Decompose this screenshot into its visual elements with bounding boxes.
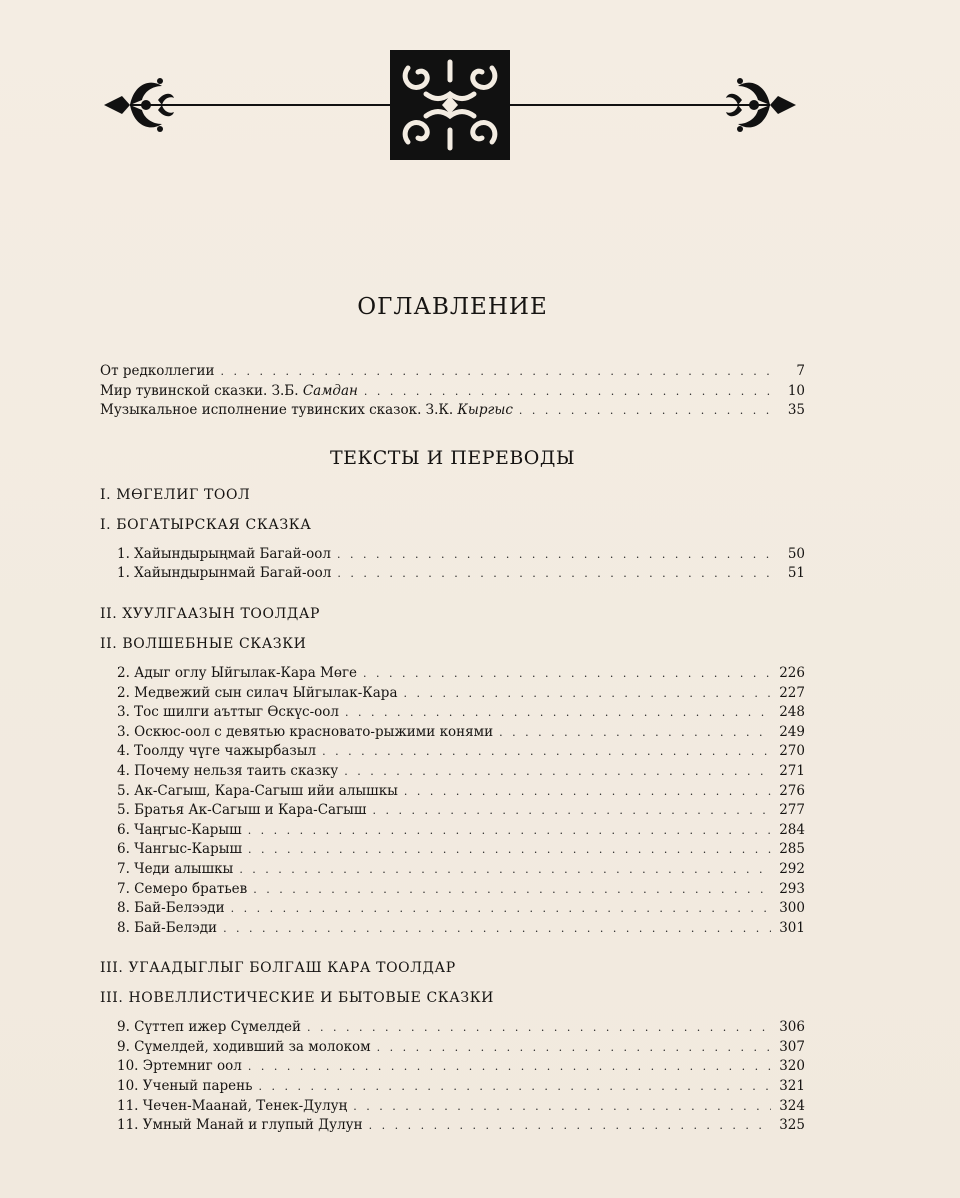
- toc-entry: [100, 401, 805, 421]
- dot-leader: [372, 801, 771, 821]
- entry-label: 6. Чаңгыс-Карыш: [117, 821, 242, 838]
- entry-label: От редколлегии: [100, 363, 215, 379]
- toc-entry: [100, 382, 805, 402]
- entry-page-number: 270: [779, 743, 805, 760]
- entry-label: 1. Хайындырынмай Багай-оол: [117, 565, 332, 582]
- toc-entry: [117, 1057, 805, 1077]
- entry-page-number: 285: [779, 841, 805, 858]
- entry-page-number: 249: [779, 723, 805, 740]
- dot-leader: [364, 382, 771, 402]
- section-heading-tuvan: III. УГААДЫГЛЫГ БОЛГАШ КАРА ТООЛДАР: [100, 960, 456, 977]
- entry-page-number: 307: [779, 1038, 805, 1055]
- toc-entry: [117, 840, 805, 860]
- toc-entry: [117, 899, 805, 919]
- toc-entry: [117, 545, 805, 565]
- dot-leader: [337, 564, 771, 584]
- toc-entry: [117, 1116, 805, 1136]
- entry-page-number: 271: [779, 762, 805, 779]
- section-heading-tuvan: I. МӨГЕЛИГ ТООЛ: [100, 486, 251, 503]
- section-heading-russian: II. ВОЛШЕБНЫЕ СКАЗКИ: [100, 635, 307, 652]
- entry-label: 4. Тоолду чүге чажырбазыл: [117, 743, 317, 760]
- dot-leader: [404, 684, 772, 704]
- entry-label: 10. Эртемниг оол: [117, 1058, 242, 1075]
- toc-entry: [117, 684, 805, 704]
- entry-label: 10. Ученый парень: [117, 1078, 253, 1095]
- entry-label: 6. Чангыс-Карыш: [117, 841, 243, 858]
- entry-label: 11. Чечен-Маанай, Тенек-Дулуң: [117, 1097, 348, 1114]
- toc-entry: [117, 782, 805, 802]
- dot-leader: [223, 919, 771, 939]
- toc-entry: [117, 860, 805, 880]
- entry-label: 9. Сүмелдей, ходивший за молоком: [117, 1038, 371, 1055]
- entry-page-number: 7: [796, 363, 805, 379]
- toc-entry: [117, 1097, 805, 1117]
- entry-label: 3. Оскюс-оол с девятью красновато-рыжими конями: [117, 723, 494, 740]
- dot-leader: [404, 782, 771, 802]
- toc-entry: [117, 564, 805, 584]
- toc-entry: [117, 762, 805, 782]
- entry-label: 8. Бай-Белээди: [117, 900, 225, 917]
- dot-leader: [377, 1038, 771, 1058]
- dot-leader: [322, 742, 771, 762]
- entry-page-number: 320: [779, 1058, 805, 1075]
- dot-leader: [253, 880, 771, 900]
- entry-page-number: 292: [779, 860, 805, 877]
- entry-label: 2. Адыг оглу Ыйгылак-Кара Мөге: [117, 664, 358, 681]
- dot-leader: [221, 362, 771, 382]
- dot-leader: [239, 860, 771, 880]
- entry-page-number: 248: [779, 704, 805, 721]
- entry-page-number: 301: [779, 919, 805, 936]
- toc-entry: [117, 1038, 805, 1058]
- entry-page-number: 50: [787, 545, 805, 562]
- table-of-contents: [100, 290, 805, 1136]
- entry-page-number: 300: [779, 900, 805, 917]
- dot-leader: [248, 821, 771, 841]
- entry-page-number: 306: [779, 1019, 805, 1036]
- toc-entry: [117, 801, 805, 821]
- toc-entry: [117, 742, 805, 762]
- toc-entry: [117, 723, 805, 743]
- entry-page-number: 227: [779, 684, 805, 701]
- front-matter-list: [100, 362, 805, 421]
- entry-label: 3. Тос шилги аъттыг Өскүс-оол: [117, 704, 339, 721]
- dot-leader: [353, 1097, 771, 1117]
- toc-entry: [117, 703, 805, 723]
- entry-page-number: 10: [787, 382, 805, 399]
- dot-leader: [345, 703, 771, 723]
- page-title: ОГЛАВЛЕНИЕ: [357, 294, 548, 320]
- dot-leader: [499, 723, 771, 743]
- section-entries: [117, 1018, 805, 1136]
- dot-leader: [231, 899, 771, 919]
- section-heading-russian: III. НОВЕЛЛИСТИЧЕСКИЕ И БЫТОВЫЕ СКАЗКИ: [100, 990, 494, 1007]
- entry-page-number: 51: [787, 565, 805, 582]
- entry-label: 4. Почему нельзя таить сказку: [117, 762, 339, 779]
- entry-label: 1. Хайындырыңмай Багай-оол: [117, 545, 331, 562]
- entry-label: 7. Чеди алышкы: [117, 860, 234, 877]
- entry-author: Самдан: [302, 382, 358, 399]
- dot-leader: [337, 545, 771, 565]
- entry-author: Кыргыс: [457, 402, 513, 419]
- toc-entry: [117, 821, 805, 841]
- entry-label: 5. Ак-Сагыш, Кара-Сагыш ийи алышкы: [117, 782, 398, 799]
- entry-label: 7. Семеро братьев: [117, 880, 248, 897]
- dot-leader: [307, 1018, 771, 1038]
- dot-leader: [259, 1077, 772, 1097]
- section-heading-russian: I. БОГАТЫРСКАЯ СКАЗКА: [100, 516, 312, 533]
- entry-label: Музыкальное исполнение тувинских сказок. З.К.: [100, 402, 458, 419]
- entry-label: 2. Медвежий сын силач Ыйгылак-Кара: [117, 684, 398, 701]
- entry-page-number: 277: [779, 802, 805, 819]
- entry-label: Мир тувинской сказки. З.Б.: [100, 382, 303, 399]
- entry-label: 5. Братья Ак-Сагыш и Кара-Сагыш: [117, 802, 367, 819]
- toc-entry: [117, 1018, 805, 1038]
- dot-leader: [519, 401, 771, 421]
- texts-section-title: ТЕКСТЫ И ПЕРЕВОДЫ: [329, 446, 576, 469]
- toc-entry: [117, 919, 805, 939]
- ornament-header-icon: [100, 48, 800, 163]
- dot-leader: [248, 1057, 771, 1077]
- entry-page-number: 284: [779, 821, 805, 838]
- section-entries: [117, 545, 805, 584]
- dot-leader: [248, 840, 771, 860]
- entry-page-number: 276: [779, 782, 805, 799]
- section-entries: [117, 664, 805, 938]
- dot-leader: [369, 1116, 771, 1136]
- entry-page-number: 321: [779, 1078, 805, 1095]
- entry-page-number: 324: [779, 1097, 805, 1114]
- entry-page-number: 35: [787, 402, 805, 419]
- entry-label: 11. Умный Манай и глупый Дулун: [117, 1117, 363, 1134]
- section-heading-tuvan: II. ХУУЛГААЗЫН ТООЛДАР: [100, 605, 321, 622]
- entry-page-number: 325: [779, 1117, 805, 1134]
- toc-entry: [100, 362, 805, 382]
- toc-entry: [117, 1077, 805, 1097]
- entry-label: 9. Сүттеп ижер Сүмелдей: [117, 1019, 302, 1036]
- dot-leader: [363, 664, 771, 684]
- toc-entry: [117, 664, 805, 684]
- entry-page-number: 226: [779, 664, 805, 681]
- entry-page-number: 293: [779, 880, 805, 897]
- toc-entry: [117, 880, 805, 900]
- entry-label: 8. Бай-Белэди: [117, 919, 218, 936]
- dot-leader: [344, 762, 771, 782]
